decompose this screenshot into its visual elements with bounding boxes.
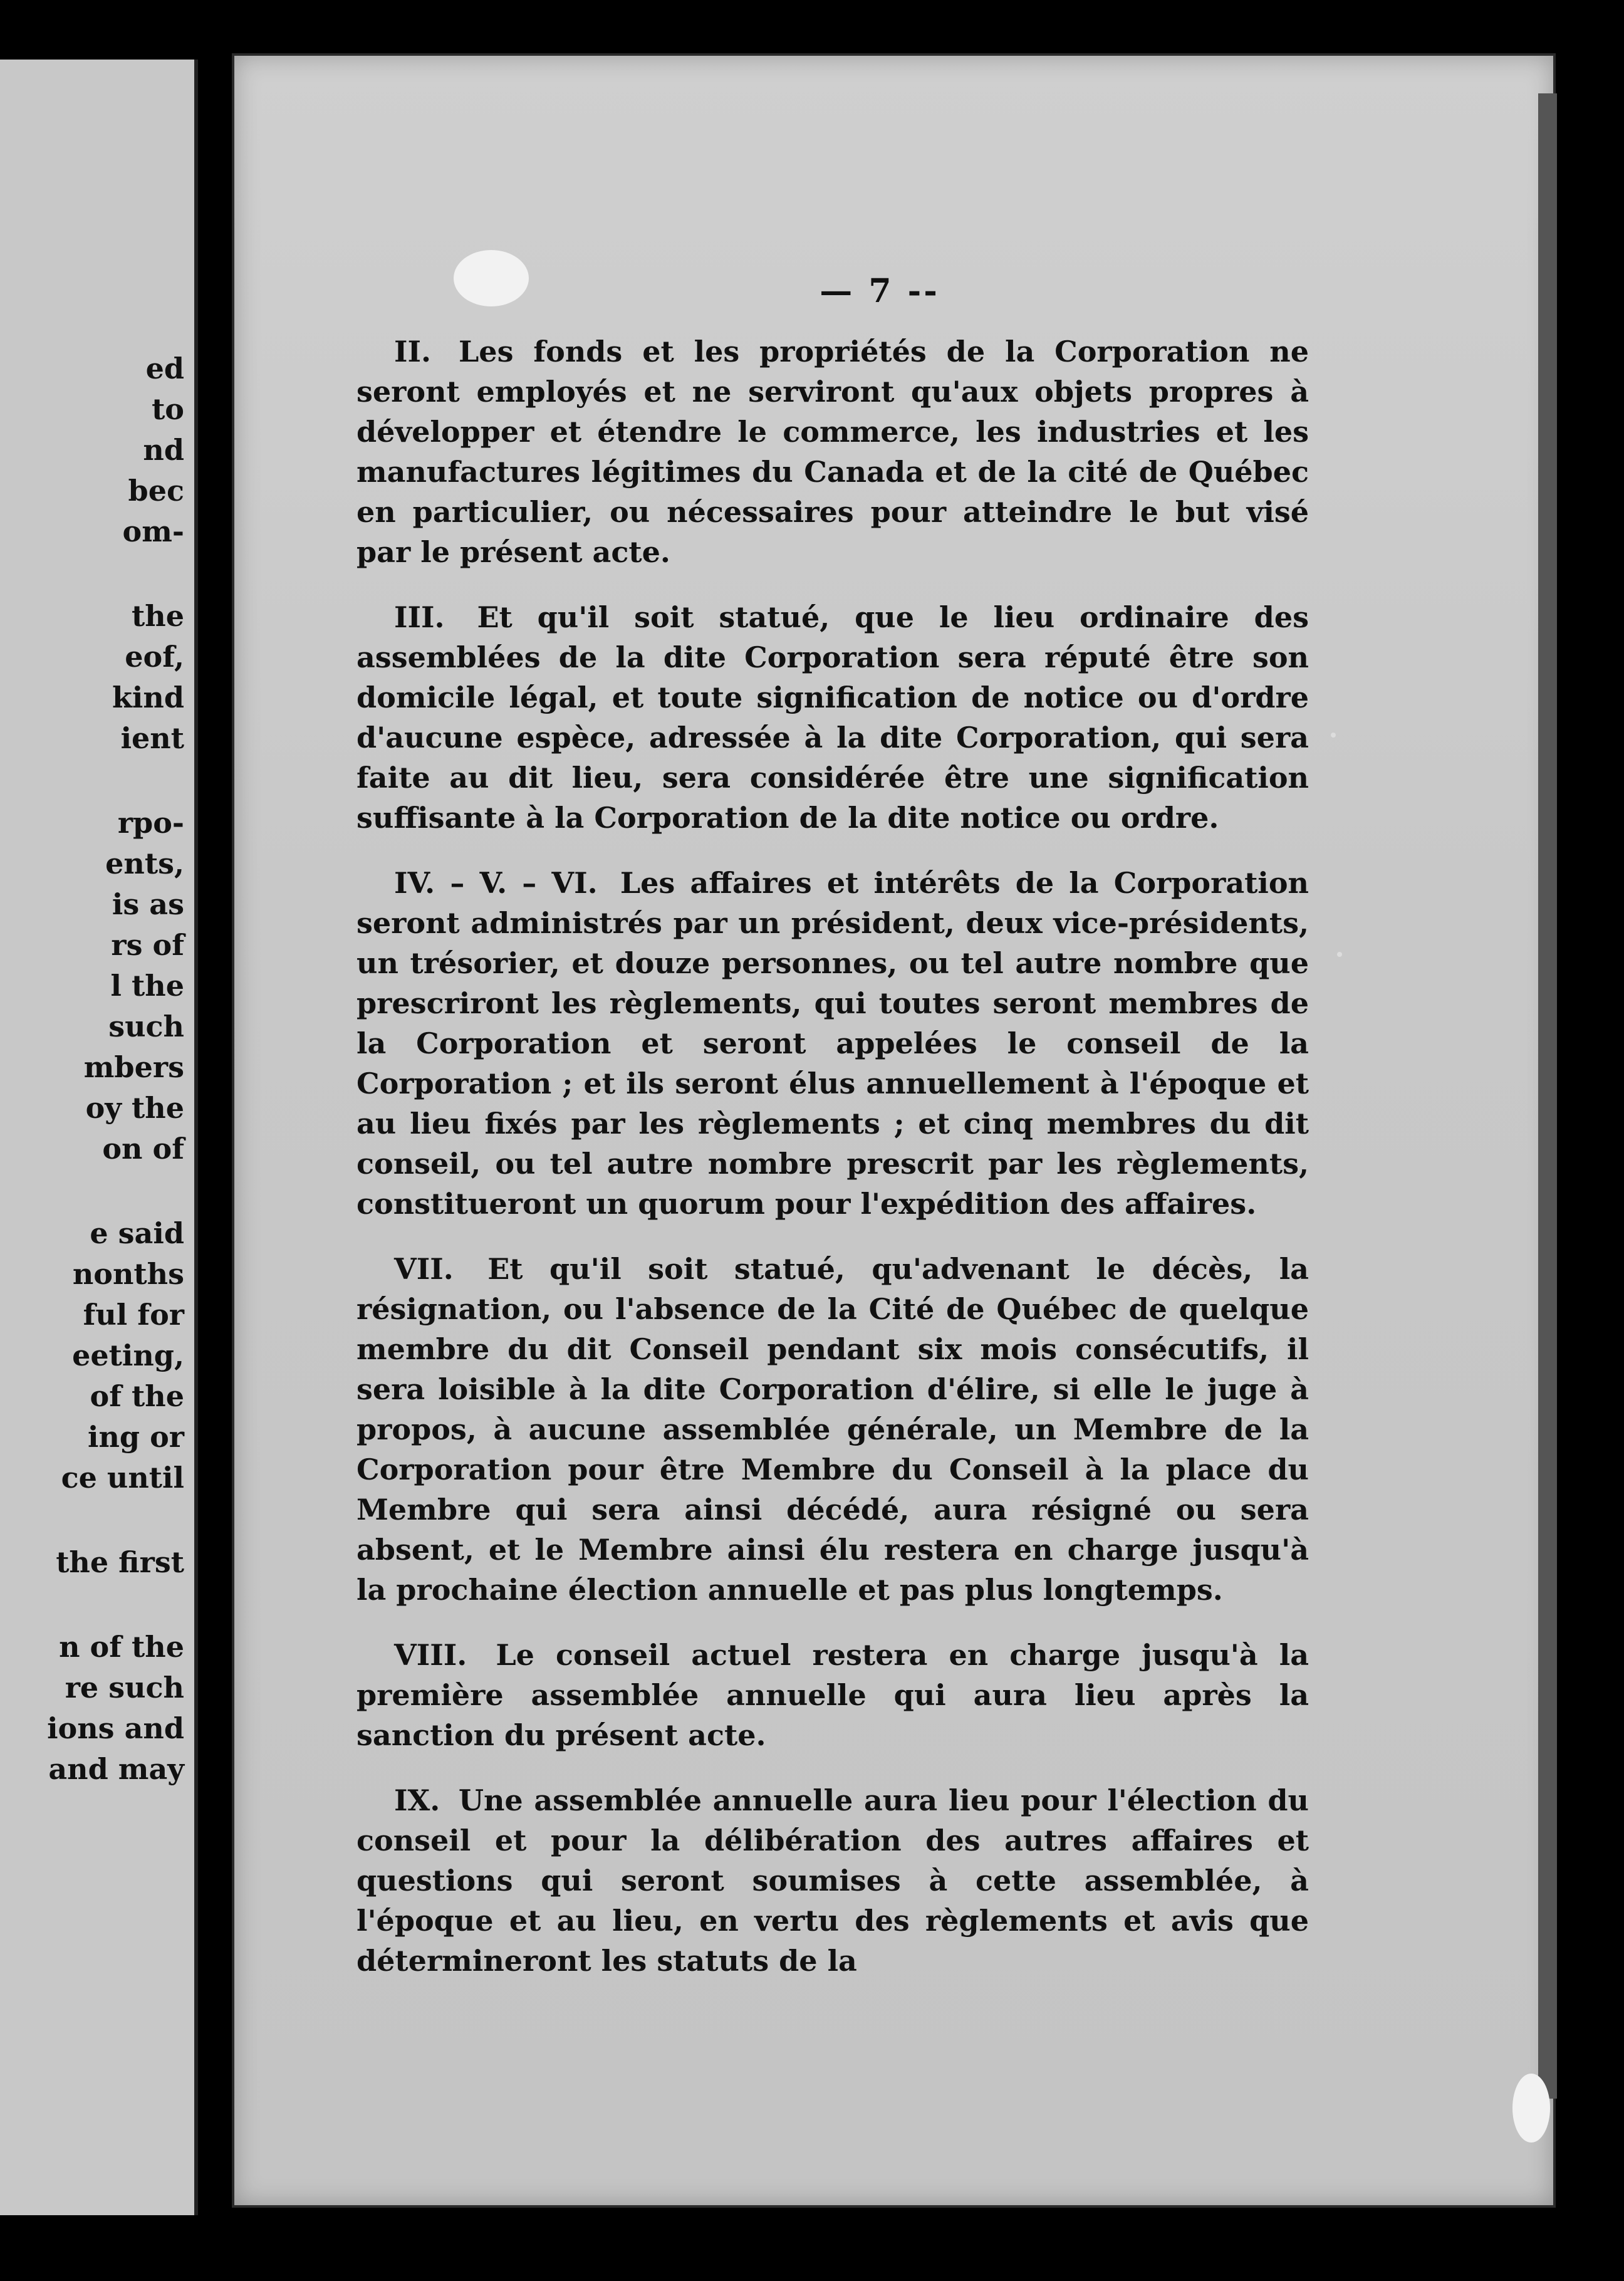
left-page-line-fragment: ents, (105, 847, 184, 880)
paragraph-iii (357, 597, 1309, 838)
left-page-line-fragment: ed (145, 352, 184, 385)
paragraph-text: Et qu'il soit statué, qu'advenant le décès, la résignation, ou l'absence de la Cité de Québec de quelque membre du dit Conseil pendant six mois consécutifs, il sera loisible à la dite Corporation d'élire, si elle le juge à propos, à aucune assemblée générale, un Membre de la Corporation pour être Membre du Conseil à la place du Membre qui sera ainsi décédé, aura résigné ou sera absent, et le Membre ainsi élu restera en charge jusqu'à la prochaine élection annuelle et pas plus longtemps. (357, 1252, 1309, 1607)
paragraph-number: III. (394, 600, 445, 634)
paragraph-text: Et qu'il soit statué, que le lieu ordinaire des assemblées de la dite Corporation sera réputé être son domicile légal, et toute signification de notice ou d'ordre d'aucune espèce, adressée à la dite Corporation, qui sera faite au dit lieu, sera considérée être une signification suffisante à la Corporation de la dite notice ou ordre. (357, 600, 1309, 835)
paragraph-ii (357, 331, 1309, 572)
left-page-line-fragment: is as (112, 887, 184, 921)
paragraph-ix (357, 1780, 1309, 1981)
left-page-line-fragment: eeting, (72, 1339, 184, 1372)
left-page-line-fragment: such (108, 1010, 184, 1043)
paragraph-text: Les affaires et intérêts de la Corporation seront administrés par un président, deux vice-présidents, un trésorier, et douze personnes, ou tel autre nombre que prescriront les règlements, qui toutes seront membres de la Corporation et seront appelées le conseil de la Corporation ; et ils seront élus annuellement à l'époque et au lieu fixés par les règlements ; et cinq membres du dit conseil, ou tel autre nombre prescrit par les règlements, constitueront un quorum pour l'expédition des affaires. (357, 866, 1309, 1221)
left-page-line-fragment: rpo- (117, 806, 184, 840)
left-page-line-fragment: kind (112, 681, 184, 714)
left-page-line-fragment: mbers (83, 1050, 184, 1084)
left-page-line-fragment: oy the (85, 1091, 184, 1125)
left-page-line-fragment: to (152, 392, 184, 426)
left-page-line-fragment: rs of (111, 928, 184, 962)
paragraph-number: II. (394, 335, 432, 368)
paragraph-number: IX. (394, 1783, 440, 1817)
paragraph-text: Une assemblée annuelle aura lieu pour l'élection du conseil et pour la délibération des autres affaires et questions qui seront soumises à cette assemblée, à l'époque et au lieu, en vertu des règlements et avis que détermineront les statuts de la (357, 1783, 1309, 1978)
paragraph-text: Les fonds et les propriétés de la Corporation ne seront employés et ne serviront qu'aux objets propres à développer et étendre le commerce, les industries et les manufactures légitimes du Canada et de la cité de Québec en particulier, ou nécessaires pour atteindre le but visé par le présent acte. (357, 335, 1309, 569)
left-page-line-fragment: and may (48, 1752, 184, 1786)
left-page-line-fragment: re such (65, 1671, 184, 1704)
left-page-line-fragment: ing or (87, 1420, 184, 1454)
left-page-line-fragment: ient (120, 721, 184, 755)
left-page-line-fragment: the (132, 599, 184, 633)
body-text (357, 331, 1309, 2006)
page-edge (1538, 93, 1557, 2099)
left-page-line-fragment: ions and (47, 1711, 184, 1745)
paragraph-vii (357, 1249, 1309, 1610)
left-page-line-fragment: ce until (61, 1461, 184, 1495)
left-page-line-fragment: ful for (83, 1298, 184, 1332)
paragraph-iv-v-vi (357, 863, 1309, 1224)
paper-speck (1331, 733, 1336, 738)
left-page-line-fragment: the first (56, 1545, 184, 1579)
left-page-line-fragment: on of (102, 1132, 184, 1166)
paragraph-viii (357, 1635, 1309, 1755)
paper-blemish (1512, 2074, 1550, 2143)
left-page-line-fragment: nonths (72, 1257, 184, 1291)
paragraph-number: IV. – V. – VI. (394, 866, 598, 900)
paragraph-number: VII. (394, 1252, 454, 1286)
left-page-line-fragment: l the (110, 969, 184, 1003)
paragraph-text: Le conseil actuel restera en charge jusqu'à la première assemblée annuelle qui aura lieu après la sanction du présent acte. (357, 1638, 1309, 1752)
left-page-line-fragment: of the (90, 1379, 184, 1413)
left-page-line-fragment: e said (90, 1216, 184, 1250)
previous-page-fragment (0, 60, 198, 2215)
left-page-line-fragment: nd (143, 433, 184, 467)
left-page-line-fragment: om- (122, 514, 184, 548)
left-page-line-fragment: n of the (59, 1630, 184, 1664)
paper-speck (1337, 952, 1342, 957)
left-page-line-fragment: bec (128, 474, 184, 508)
document-page (232, 53, 1556, 2208)
left-page-line-fragment: eof, (125, 640, 184, 674)
paper-blemish (454, 250, 529, 306)
paragraph-number: VIII. (394, 1638, 467, 1672)
page-number: — 7 -- (820, 272, 940, 310)
